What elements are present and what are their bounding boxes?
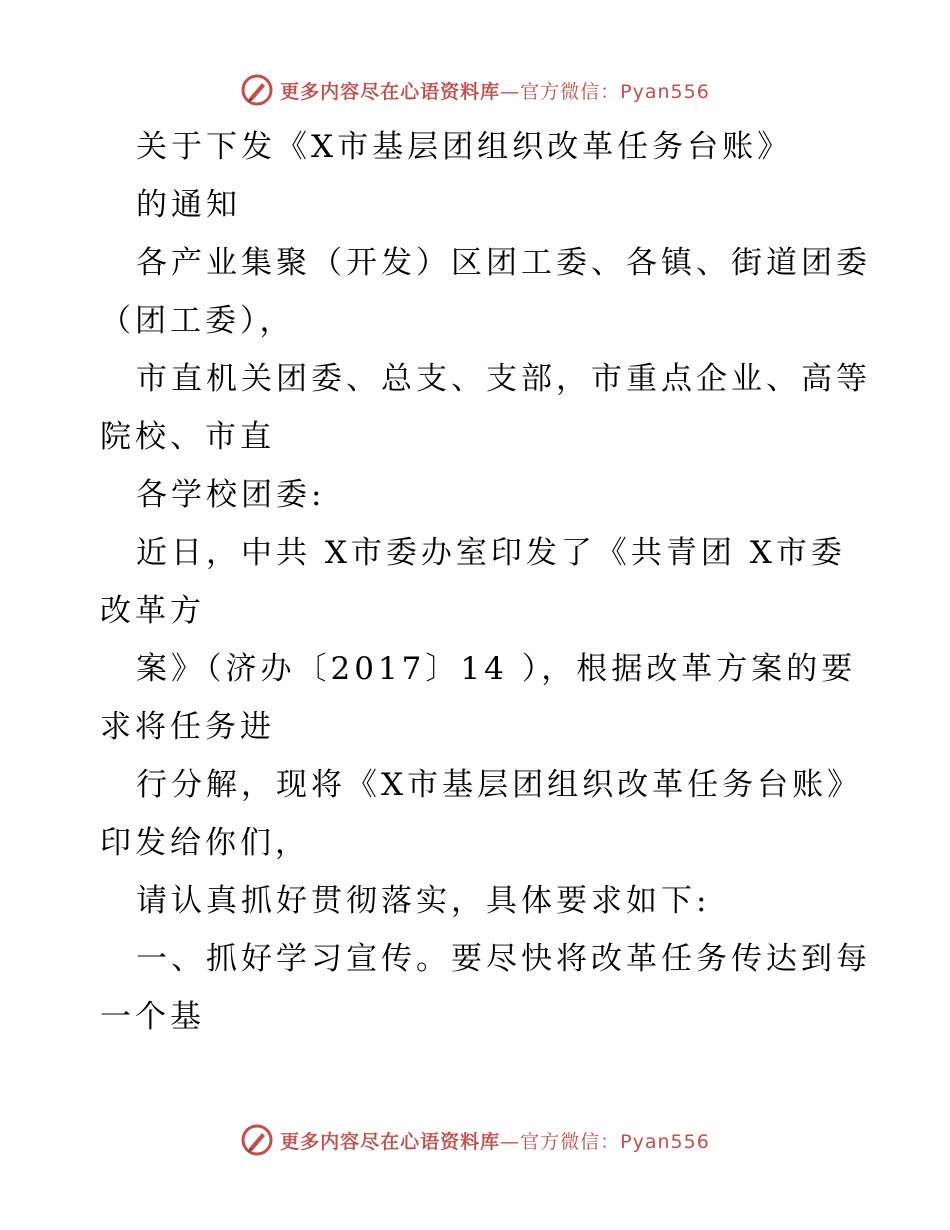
- doc-line: 关于下发《X市基层团组织改革任务台账》: [136, 129, 793, 165]
- footer-text: [280, 1127, 710, 1154]
- header-separator: —: [500, 80, 521, 103]
- doc-line: 各学校团委:: [136, 477, 326, 513]
- pen-circle-logo-icon: [240, 73, 274, 107]
- header-wechat: 官方微信：Pyan556: [520, 80, 710, 103]
- doc-line: 改革方: [100, 593, 205, 629]
- footer-wechat: 官方微信：Pyan556: [520, 1130, 710, 1153]
- doc-line: 求将任务进: [100, 709, 275, 745]
- doc-line: 一、抓好学习宣传。要尽快将改革任务传达到每: [136, 941, 871, 977]
- doc-line: （团工委），: [100, 303, 295, 339]
- doc-line: 行分解，现将《X市基层团组织改革任务台账》: [136, 767, 863, 803]
- doc-line: 各产业集聚（开发）区团工委、各镇、街道团委: [136, 245, 871, 281]
- pen-circle-logo-icon: [240, 1123, 274, 1157]
- doc-line: 市直机关团委、总支、支部，市重点企业、高等: [136, 361, 871, 397]
- header-text: [280, 77, 710, 104]
- doc-line: 一个基: [100, 999, 205, 1035]
- doc-line: 的通知: [136, 187, 241, 223]
- header-title: 更多内容尽在心语资料库: [280, 80, 501, 103]
- footer-banner: [0, 1120, 950, 1160]
- footer-separator: —: [500, 1130, 521, 1153]
- doc-line: 请认真抓好贯彻落实，具体要求如下:: [136, 883, 711, 919]
- doc-line: 案》（济办〔2017〕14 ），根据改革方案的要: [136, 651, 857, 687]
- doc-line: 印发给你们，: [100, 825, 310, 861]
- doc-line: 近日，中共 X市委办室印发了《共青团 X市委: [136, 535, 846, 571]
- document-body: [100, 118, 871, 1046]
- doc-line: 院校、市直: [100, 419, 275, 455]
- header-banner: [0, 70, 950, 110]
- footer-title: 更多内容尽在心语资料库: [280, 1130, 501, 1153]
